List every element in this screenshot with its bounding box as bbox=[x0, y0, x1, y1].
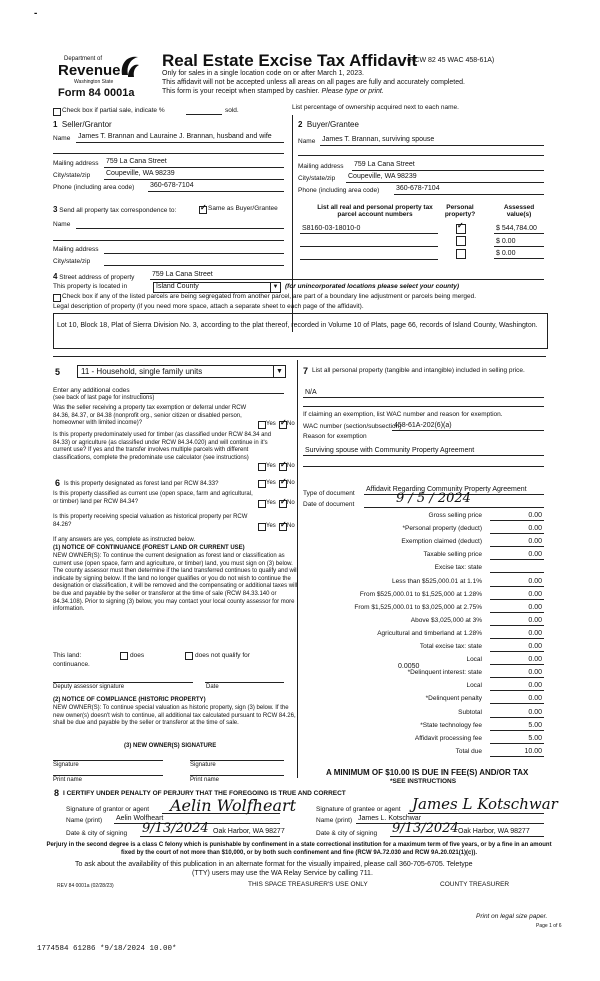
buyer-city-label: City/state/zip bbox=[298, 175, 336, 182]
assessed-value-field[interactable]: $ 0.00 bbox=[496, 250, 516, 257]
sec6-q1: Is this property designated as forest land per RCW 84.33? bbox=[64, 481, 219, 487]
notice-1-heading: (1) NOTICE OF CONTINUANCE (FOREST LAND OR CURRENT USE) bbox=[53, 545, 245, 551]
notice-1-text: NEW OWNER(S): To continue the current designation as forest land or classification as current use (open space, farm and agriculture, or timber) land, you must sign on (3) below. The county assessor must then determine if the land transferred continues to qualify and will indicate by signing below. If the land no longer qualifies or you do not wish to continue the designation or classification, it will be removed and the compensating or additional taxes will be due and payable by the seller or transferor at the time of sale (RCW 84.33.140 or 84.34.108). Prior to signing (3) below, you may contact your local county assessor for more information. bbox=[53, 553, 298, 613]
wac-number-field[interactable]: 458-61A-202(6)(a) bbox=[394, 422, 452, 429]
value-line bbox=[494, 233, 544, 234]
fee-label: Above $3,025,000 at 3% bbox=[410, 617, 482, 624]
segregated-label: Check box if any of the listed parcels are being segregated from another parcel, are part of a boundary line adjustment or parcels being merged. bbox=[62, 293, 477, 300]
no-label: No bbox=[287, 523, 295, 529]
document-date-label: Date of document bbox=[303, 501, 355, 508]
land-does-not-label: does not qualify for bbox=[195, 652, 250, 659]
if-any-yes: If any answers are yes, complete as instructed below. bbox=[53, 537, 196, 543]
sec6-q2: Is this property classified as current use (open space, farm and agricultural, or timber) land per RCW 84.34? bbox=[53, 491, 253, 505]
grantee-city-field[interactable]: Oak Harbor, WA 98277 bbox=[458, 828, 530, 835]
fee-value-line bbox=[490, 533, 544, 534]
personal-property-checkbox[interactable] bbox=[456, 249, 466, 259]
print-on-legal: Print on legal size paper. bbox=[476, 913, 548, 920]
grantor-date-field[interactable]: 9/13/2024 bbox=[142, 821, 209, 836]
fee-value-field[interactable]: 0.00 bbox=[528, 512, 542, 519]
value-line bbox=[494, 258, 544, 259]
sec5-q1-no-checkbox[interactable] bbox=[279, 421, 287, 429]
fee-label: Total due bbox=[455, 748, 482, 755]
sec7-label: List all personal property (tangible and intangible) included in selling price. bbox=[312, 367, 525, 374]
parcel-header-2: Personal property? bbox=[444, 204, 476, 218]
buyer-city-line bbox=[346, 182, 544, 183]
recording-stamp: 1774584 61286 *9/18/2024 10.00* bbox=[37, 945, 177, 953]
notice-2-text: NEW OWNER(S): To continue special valuation as historic property, sign (3) below. If the new owner(s) doesn't wish to continue, all additional tax calculated pursuant to RCW 84.26, shall be due and payable by the seller or transferor at the time of sale. bbox=[53, 705, 296, 727]
buyer-mail-line bbox=[352, 170, 544, 171]
fee-label: Gross selling price bbox=[428, 512, 482, 519]
personal-property-line bbox=[303, 397, 544, 398]
yes-label: Yes bbox=[266, 523, 276, 529]
fee-value-field[interactable]: 0.00 bbox=[528, 656, 542, 663]
buyer-name-line-2 bbox=[298, 155, 544, 156]
grantee-date-label: Date & city of signing bbox=[316, 830, 378, 837]
grantee-date-field[interactable]: 9/13/2024 bbox=[392, 821, 459, 836]
fee-label: Local bbox=[466, 682, 482, 689]
fee-label: *Delinquent interest: state bbox=[407, 669, 482, 676]
continuance-label: continuance. bbox=[53, 661, 90, 668]
header-line-1: Only for sales in a single location code on or after March 1, 2023. bbox=[162, 70, 364, 77]
no-label: No bbox=[287, 421, 295, 427]
exemption-label: If claiming an exemption, list WAC number and reason for exemption. bbox=[303, 411, 503, 418]
assessed-value-field[interactable]: $ 544,784.00 bbox=[496, 225, 537, 232]
value-line bbox=[494, 246, 544, 247]
seller-city-label: City/state/zip bbox=[53, 172, 91, 179]
section-divider bbox=[53, 356, 546, 357]
land-does-label: does bbox=[130, 652, 145, 659]
fee-value-line bbox=[490, 599, 544, 600]
sec3-heading: 3 Send all property tax correspondence to: bbox=[53, 205, 177, 214]
no-label: No bbox=[287, 500, 295, 506]
sec3-name-line-2 bbox=[53, 240, 284, 241]
signature-label-1: Signature bbox=[53, 762, 79, 768]
grantor-signature-line bbox=[162, 813, 280, 814]
fee-value-line bbox=[490, 703, 544, 704]
segregated-checkbox[interactable] bbox=[53, 294, 61, 302]
sec5-q1: Was the seller receiving a property tax exemption or deferral under RCW 84.36, 84.37, or 84.38 (nonprofit org., senior citizen or disabled person, homeowner with limited income)? bbox=[53, 405, 247, 426]
buyer-name-label: Name bbox=[298, 138, 316, 145]
buyer-phone-field[interactable]: 360-678-7104 bbox=[396, 185, 440, 192]
fee-value-field[interactable]: 0.00 bbox=[528, 578, 542, 585]
deputy-date-label: Date bbox=[206, 684, 219, 690]
state-line: Washington State bbox=[74, 79, 114, 85]
personal-property-checkbox[interactable] bbox=[456, 236, 466, 246]
buyer-mail-label: Mailing address bbox=[298, 163, 344, 170]
new-owner-signature-1[interactable] bbox=[53, 760, 163, 761]
seller-mail-field[interactable]: 759 La Cana Street bbox=[106, 158, 167, 165]
sec6-q3: Is this property receiving special valuation as historical property per RCW 84.26? bbox=[53, 514, 248, 528]
seller-phone-line bbox=[148, 191, 284, 192]
parcel-header-1: List all real and personal property tax parcel account numbers bbox=[317, 204, 433, 218]
document-date-field[interactable]: 9 / 5 / 2024 bbox=[396, 491, 471, 506]
parcel-line bbox=[300, 233, 438, 234]
yes-label: Yes bbox=[266, 500, 276, 506]
header-line-3: This form is your receipt when stamped by cashier. Please type or print. bbox=[162, 88, 384, 95]
grantor-date-label: Date & city of signing bbox=[66, 830, 128, 837]
sec5-q2-no-checkbox[interactable] bbox=[279, 463, 287, 471]
fee-label: From $525,000.01 to $1,525,000 at 1.28% bbox=[359, 591, 482, 598]
sec4-label: 4 Street address of property bbox=[53, 272, 135, 281]
county-select[interactable] bbox=[153, 282, 281, 293]
fee-value-field[interactable]: 0.00 bbox=[528, 630, 542, 637]
fee-value-line bbox=[490, 612, 544, 613]
partial-percent-line[interactable] bbox=[186, 114, 222, 115]
fee-value-field[interactable]: 0.00 bbox=[528, 695, 542, 702]
additional-codes-field[interactable] bbox=[140, 393, 284, 394]
land-use-value: 11 - Household, single family units bbox=[81, 367, 203, 376]
local-rate: 0.0050 bbox=[398, 663, 420, 670]
sec3-city-field[interactable] bbox=[104, 265, 284, 266]
fee-label: Excise tax: state bbox=[434, 564, 482, 571]
fee-value-line bbox=[490, 743, 544, 744]
county-note: (for unincorporated locations please select your county) bbox=[285, 283, 460, 290]
new-owner-print-1[interactable] bbox=[53, 775, 163, 776]
fee-value-field[interactable]: 5.00 bbox=[528, 735, 542, 742]
partial-sold-label: sold. bbox=[225, 107, 239, 114]
form-revision: REV 84 0001a (02/28/23) bbox=[57, 883, 114, 889]
dept-line: Department of bbox=[64, 56, 103, 62]
deputy-signature-field[interactable] bbox=[53, 682, 193, 683]
buyer-heading: 2 Buyer/Grantee bbox=[298, 120, 359, 129]
grantee-date-line bbox=[390, 836, 544, 837]
fee-value-field[interactable]: 0.00 bbox=[528, 682, 542, 689]
reason-label: Reason for exemption bbox=[303, 433, 367, 440]
fee-label: Local bbox=[466, 656, 482, 663]
fee-label: Agricultural and timberland at 1.28% bbox=[377, 630, 482, 637]
parcel-header-3: Assessed value(s) bbox=[503, 204, 535, 218]
codes-instructions: (see back of last page for instructions) bbox=[53, 395, 155, 401]
fee-label: Affidavit processing fee bbox=[414, 735, 482, 742]
seller-city-field[interactable]: Coupeville, WA 98239 bbox=[106, 170, 175, 177]
form-number: Form 84 0001a bbox=[58, 87, 135, 99]
fee-value-line bbox=[490, 730, 544, 731]
grantor-signature-label: Signature of grantor or agent bbox=[66, 806, 150, 813]
fee-label: Taxable selling price bbox=[423, 551, 482, 558]
fee-value-field[interactable]: 0.00 bbox=[528, 709, 542, 716]
parcel-number-field[interactable]: S8160-03-18010-0 bbox=[302, 225, 361, 232]
sec6-q2-no-checkbox[interactable] bbox=[279, 500, 287, 508]
sec6-q3-no-checkbox[interactable] bbox=[279, 523, 287, 531]
fee-label: Less than $525,000.01 at 1.1% bbox=[392, 578, 482, 585]
land-does-checkbox[interactable] bbox=[120, 652, 128, 660]
sec6-q1-no-checkbox[interactable] bbox=[279, 480, 287, 488]
seller-city-line bbox=[104, 179, 284, 180]
same-as-buyer-checkbox[interactable] bbox=[199, 206, 207, 214]
buyer-name-field[interactable]: James T. Brannan, surviving spouse bbox=[322, 136, 435, 143]
fee-label: Total excise tax: state bbox=[419, 643, 482, 650]
fee-value-field[interactable]: 0.00 bbox=[528, 604, 542, 611]
fee-value-line bbox=[490, 756, 544, 757]
this-land-label: This land: bbox=[53, 652, 82, 659]
seller-name-field[interactable]: James T. Brannan and Lauraine J. Brannan, husband and wife bbox=[78, 133, 272, 140]
fee-value-field[interactable]: 0.00 bbox=[528, 538, 542, 545]
fee-value-line bbox=[490, 717, 544, 718]
minimum-notice: A MINIMUM OF $10.00 IS DUE IN FEE(S) AND/OR TAX bbox=[326, 768, 529, 777]
fee-value-field[interactable]: 0.00 bbox=[528, 669, 542, 676]
sec3-name-field[interactable] bbox=[76, 228, 284, 229]
grantee-signature-line bbox=[408, 813, 544, 814]
sec3-city-label: City/state/zip bbox=[53, 258, 91, 265]
print-name-label-2: Print name bbox=[190, 777, 220, 783]
seller-name-line bbox=[76, 142, 284, 143]
corner-dash: - bbox=[34, 8, 38, 19]
new-owner-signature-2[interactable] bbox=[190, 760, 284, 761]
buyer-mail-field[interactable]: 759 La Cana Street bbox=[354, 161, 415, 168]
reason-line bbox=[303, 455, 544, 456]
fee-label: Exemption claimed (deduct) bbox=[401, 538, 482, 545]
buyer-phone-line bbox=[394, 194, 544, 195]
document-date-line bbox=[364, 507, 544, 508]
fee-value-line bbox=[490, 546, 544, 547]
fee-label: Subtotal bbox=[458, 709, 482, 716]
fee-value-field[interactable]: 0.00 bbox=[528, 591, 542, 598]
wac-line bbox=[392, 430, 544, 431]
yes-label: Yes bbox=[266, 480, 276, 486]
new-owner-print-2[interactable] bbox=[190, 775, 284, 776]
sec6-number: 6 bbox=[55, 478, 61, 488]
parcel-number-field[interactable] bbox=[300, 246, 438, 247]
page-title: Real Estate Excise Tax Affidavit bbox=[162, 51, 418, 70]
fee-value-field[interactable]: 0.00 bbox=[528, 525, 542, 532]
fee-value-field[interactable]: 0.00 bbox=[528, 617, 542, 624]
fee-value-field[interactable]: 0.00 bbox=[528, 643, 542, 650]
yes-label: Yes bbox=[266, 463, 276, 469]
fee-value-field[interactable]: 0.00 bbox=[528, 551, 542, 558]
partial-sale-checkbox[interactable] bbox=[53, 108, 61, 116]
fee-value-field[interactable]: 10.00 bbox=[524, 748, 542, 755]
county-select-value: Island County bbox=[156, 283, 199, 290]
county-label: This property is located in bbox=[53, 283, 128, 290]
grantee-signature[interactable]: James L Kotschwar bbox=[412, 795, 558, 813]
fee-value-field[interactable]: 5.00 bbox=[528, 722, 542, 729]
chevron-down-icon[interactable]: ▼ bbox=[270, 283, 280, 292]
parcel-number-field[interactable] bbox=[300, 259, 438, 260]
deputy-signature-label: Deputy assessor signature bbox=[53, 684, 125, 690]
buyer-city-field[interactable]: Coupeville, WA 98239 bbox=[348, 173, 417, 180]
county-treasurer-label: COUNTY TREASURER bbox=[440, 881, 510, 888]
header-line-2: This affidavit will not be accepted unless all areas on all pages are fully and accurately completed. bbox=[162, 79, 465, 86]
print-name-label-1: Print name bbox=[53, 777, 83, 783]
exemption-reason-field[interactable]: Surviving spouse with Community Property Agreement bbox=[305, 447, 475, 454]
fee-value-line bbox=[490, 572, 544, 573]
chevron-down-icon[interactable]: ▼ bbox=[273, 366, 285, 377]
logo-swoosh-icon bbox=[118, 53, 140, 79]
fee-value-line bbox=[490, 677, 544, 678]
seller-heading: 1 Seller/Grantor bbox=[53, 120, 112, 129]
fee-label: *Personal property (deduct) bbox=[402, 525, 482, 532]
legal-description-label: Legal description of property (if you need more space, attach a separate sheet to each page of the affidavit). bbox=[53, 303, 364, 310]
grantor-name-label: Name (print) bbox=[66, 817, 103, 824]
deputy-date-field[interactable] bbox=[205, 682, 284, 683]
personal-property-checkbox[interactable] bbox=[456, 224, 466, 234]
reason-line-2 bbox=[303, 466, 544, 467]
sec5-number: 5 bbox=[55, 367, 61, 377]
seller-name-label: Name bbox=[53, 135, 71, 142]
grantee-signature-label: Signature of grantee or agent bbox=[316, 806, 401, 813]
seller-phone-label: Phone (including area code) bbox=[53, 184, 135, 191]
fee-value-line bbox=[490, 638, 544, 639]
fee-value-line bbox=[490, 520, 544, 521]
wac-label: WAC number (section/subsection) bbox=[303, 423, 402, 430]
sec6-q2-yes-checkbox[interactable] bbox=[258, 500, 266, 508]
buyer-phone-label: Phone (including area code) bbox=[298, 187, 380, 194]
rcw-reference: (RCW 82 45 WAC 458-61A) bbox=[407, 57, 495, 64]
legal-description-field[interactable] bbox=[53, 313, 548, 349]
personal-property-line-2 bbox=[303, 406, 544, 407]
signature-label-2: Signature bbox=[190, 762, 216, 768]
perjury-notice: Perjury in the second degree is a class C felony which is punishable by confinement in a state correctional institution for a maximum term of five years, or by a fine in an amount fixed by the court of not more than $10,000, or by both such confinement and fine (RCW 9A.72.030 and RCW 9A.20.021(1)(c)). bbox=[46, 842, 552, 856]
assessed-value-field[interactable]: $ 0.00 bbox=[496, 238, 516, 245]
notice-2-heading: (2) NOTICE OF COMPLIANCE (HISTORIC PROPERTY) bbox=[53, 697, 206, 703]
land-use-select[interactable] bbox=[77, 365, 286, 378]
grantor-signature[interactable]: Aelin Wolfheart bbox=[170, 796, 297, 815]
yes-label: Yes bbox=[266, 421, 276, 427]
sec6-q1-yes-checkbox[interactable] bbox=[258, 480, 266, 488]
certify-statement: I CERTIFY UNDER PENALTY OF PERJURY THAT THE FOREGOING IS TRUE AND CORRECT bbox=[63, 790, 346, 797]
sec7-number: 7 bbox=[303, 366, 309, 376]
seller-mail-label: Mailing address bbox=[53, 160, 99, 167]
treasurer-use-only: THIS SPACE TREASURER'S USE ONLY bbox=[248, 881, 368, 888]
sec5-q2: Is this property predominately used for timber (as classified under RCW 84.34 and 84.33) or agriculture (as classified under RCW 84.34.020) and will continue in it's current use? If yes and the transfer involves multiple parcels with different classifications, complete the predominate use calculator (see instructions) bbox=[53, 432, 272, 461]
grantee-name-label: Name (print) bbox=[316, 817, 353, 824]
sec5-q2-yes-checkbox[interactable] bbox=[258, 463, 266, 471]
fee-label: *State technology fee bbox=[420, 722, 482, 729]
fee-value-line bbox=[490, 664, 544, 665]
grantee-name-field[interactable]: James L. Kotschwar bbox=[358, 815, 422, 822]
partial-sale-label: Check box if partial sale, indicate % bbox=[62, 107, 165, 114]
fee-value-line bbox=[490, 559, 544, 560]
property-address-line bbox=[150, 279, 544, 280]
fee-value-line bbox=[490, 586, 544, 587]
notice-3-heading: (3) NEW OWNER(S) SIGNATURE bbox=[124, 743, 217, 749]
revenue-wordmark: Revenue bbox=[58, 62, 121, 79]
fee-value-line bbox=[490, 651, 544, 652]
no-label: No bbox=[287, 480, 295, 486]
alt-format-line-2: (TTY) users may use the WA Relay Service by calling 711. bbox=[192, 870, 373, 877]
fee-value-line bbox=[490, 690, 544, 691]
document-type-field[interactable]: Affidavit Regarding Community Property Agreement bbox=[366, 486, 527, 493]
sec3-name-label: Name bbox=[53, 221, 71, 228]
seller-name-line-2 bbox=[53, 153, 284, 154]
grantor-city-field[interactable]: Oak Harbor, WA 98277 bbox=[213, 828, 285, 835]
sec8-number: 8 bbox=[54, 788, 60, 798]
personal-property-field[interactable]: N/A bbox=[305, 389, 317, 396]
sec3-mail-label: Mailing address bbox=[53, 246, 99, 253]
legal-description-text: Lot 10, Block 18, Plat of Sierra Division No. 3, according to the plat thereof, recorded in Volume 10 of Plats, page 66, records of Island County, Washington. bbox=[57, 322, 538, 329]
alt-format-line-1: To ask about the availability of this publication in an alternate format for the visually impaired, please call 360-705-6705. Teletype bbox=[75, 861, 473, 868]
grantor-name-field[interactable]: Aelin Wolfheart bbox=[116, 815, 164, 822]
buyer-name-line bbox=[320, 145, 544, 146]
same-as-buyer-label: Same as Buyer/Grantee bbox=[208, 205, 278, 212]
see-instructions: *SEE INSTRUCTIONS bbox=[390, 778, 457, 785]
property-address-field[interactable]: 759 La Cana Street bbox=[152, 271, 213, 278]
fee-label: *Delinquent penalty bbox=[425, 695, 482, 702]
no-label: No bbox=[287, 463, 295, 469]
fee-label: From $1,525,000.01 to $3,025,000 at 2.75% bbox=[354, 604, 482, 611]
seller-phone-field[interactable]: 360-678-7104 bbox=[150, 182, 194, 189]
page-number: Page 1 of 6 bbox=[536, 923, 562, 929]
sec6-q3-yes-checkbox[interactable] bbox=[258, 523, 266, 531]
document-type-label: Type of document bbox=[303, 490, 355, 497]
sec5-q1-yes-checkbox[interactable] bbox=[258, 421, 266, 429]
ownership-note: List percentage of ownership acquired next to each name. bbox=[292, 104, 459, 111]
grantor-date-line bbox=[140, 836, 280, 837]
seller-mail-line bbox=[104, 167, 284, 168]
sec3-mail-field[interactable] bbox=[104, 253, 284, 254]
fee-value-line bbox=[490, 625, 544, 626]
additional-codes-label: Enter any additional codes bbox=[53, 387, 130, 394]
land-does-not-checkbox[interactable] bbox=[185, 652, 193, 660]
